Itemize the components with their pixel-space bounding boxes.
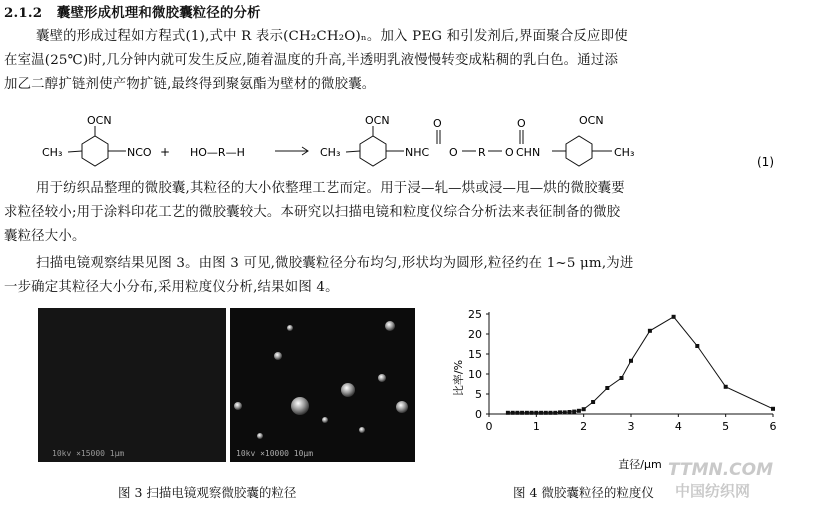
x-tick-label: 4 <box>674 420 682 433</box>
x-tick-label: 0 <box>485 420 493 433</box>
data-point <box>582 407 586 411</box>
data-point <box>544 411 548 415</box>
y-tick-label: 10 <box>468 368 482 381</box>
data-point <box>563 410 567 414</box>
section-title: 囊壁形成机理和微胶囊粒径的分析 <box>56 5 261 21</box>
r1-nco: NCO <box>127 146 152 159</box>
particle-size-chart <box>440 306 810 476</box>
data-point <box>520 411 524 415</box>
r2-diol: HO—R—H <box>190 146 245 159</box>
data-point <box>572 410 576 414</box>
p-ocn-right: OCN <box>579 114 604 127</box>
paragraph-2-line-2: 求粒径较小;用于涂料印花工艺的微胶囊较大。本研究以扫描电镜和粒度仪综合分析法来表征制备的微胶 <box>4 205 621 220</box>
figure-3-caption: 图 3 扫描电镜观察微胶囊的粒径 <box>118 485 297 500</box>
equation-number: (1) <box>757 155 774 169</box>
x-tick-label: 3 <box>627 420 635 433</box>
reaction-equation <box>0 114 820 174</box>
data-point <box>558 410 562 414</box>
x-tick-label: 1 <box>532 420 540 433</box>
sem-right-scale: 10kv ×10000 10μm <box>236 449 314 458</box>
p-o2: O <box>517 117 526 130</box>
x-axis-label: 直径/μm <box>618 458 662 471</box>
p-mid-o1: O <box>449 146 458 159</box>
section-heading <box>4 2 261 24</box>
plus-sign: + <box>160 145 171 159</box>
data-point <box>724 385 728 389</box>
p-chn: CHN <box>516 146 541 159</box>
data-point <box>549 411 553 415</box>
p-mid-o2: O <box>505 146 514 159</box>
p-ocn-left: OCN <box>365 114 390 127</box>
chart-axes <box>489 312 773 414</box>
data-point <box>605 386 609 390</box>
data-point <box>511 411 515 415</box>
data-point <box>515 411 519 415</box>
section-number: 2.1.2 <box>4 5 43 21</box>
data-point <box>553 411 557 415</box>
data-point <box>530 411 534 415</box>
data-point <box>591 400 595 404</box>
watermark-line-1: TTMN.COM <box>668 460 774 480</box>
data-point <box>771 407 775 411</box>
p-ch3-right: CH₃ <box>614 146 635 159</box>
data-point <box>539 411 543 415</box>
paragraph-2-line-1: 用于纺织品整理的微胶囊,其粒径的大小依整理工艺而定。用于浸—轧—烘或浸—甩—烘的微胶囊要 <box>36 181 625 196</box>
paragraph-3-line-2: 一步确定其粒径大小分布,采用粒度仪分析,结果如图 4。 <box>4 280 339 295</box>
data-point <box>648 329 652 333</box>
y-tick-label: 15 <box>468 348 482 361</box>
p-nhc: NHC <box>405 146 430 159</box>
data-point <box>534 411 538 415</box>
sem-image-right <box>230 308 415 462</box>
data-point <box>629 359 633 363</box>
sem-image-left <box>38 308 226 462</box>
data-point <box>695 344 699 348</box>
y-tick-label: 5 <box>475 388 482 401</box>
paragraph-1-line-1: 囊壁的形成过程如方程式(1),式中 R 表示(CH₂CH₂O)ₙ。加入 PEG 和引发剂后,界面聚合反应即使 <box>36 29 628 44</box>
paragraph-2-line-3: 囊粒径大小。 <box>4 229 86 244</box>
p-o1: O <box>433 117 442 130</box>
y-tick-label: 20 <box>468 328 482 341</box>
y-tick-label: 25 <box>468 308 482 321</box>
sem-left-scale: 10kv ×15000 1μm <box>52 449 125 458</box>
series-line <box>508 317 773 413</box>
r1-ch3: CH₃ <box>42 146 63 159</box>
p-r: R <box>478 146 486 159</box>
x-tick-label: 5 <box>722 420 730 433</box>
y-tick-label: 0 <box>475 408 482 421</box>
x-tick-label: 6 <box>769 420 777 433</box>
y-axis-label: 比率/% <box>452 359 465 397</box>
paragraph-1-line-2: 在室温(25℃)时,几分钟内就可发生反应,随着温度的升高,半透明乳液慢慢转变成粘稠的乳白色。通过添 <box>4 53 619 68</box>
data-point <box>568 410 572 414</box>
data-point <box>672 315 676 319</box>
data-point <box>525 411 529 415</box>
data-point <box>577 409 581 413</box>
watermark-line-2: 中国纺织网 <box>675 482 751 500</box>
data-point <box>506 411 510 415</box>
paragraph-3-line-1: 扫描电镜观察结果见图 3。由图 3 可见,微胶囊粒径分布均匀,形状均为圆形,粒径约在 1~5 μm,为进 <box>36 256 634 271</box>
paragraph-1-line-3: 加乙二醇扩链剂使产物扩链,最终得到聚氨酯为壁材的微胶囊。 <box>4 77 376 92</box>
sem-particles <box>230 308 415 462</box>
data-points <box>506 315 775 415</box>
r1-ocn: OCN <box>87 114 112 127</box>
data-point <box>620 376 624 380</box>
figure-4-caption: 图 4 微胶囊粒径的粒度仪 <box>513 485 654 500</box>
x-tick-label: 2 <box>580 420 588 433</box>
p-ch3-left: CH₃ <box>320 146 341 159</box>
